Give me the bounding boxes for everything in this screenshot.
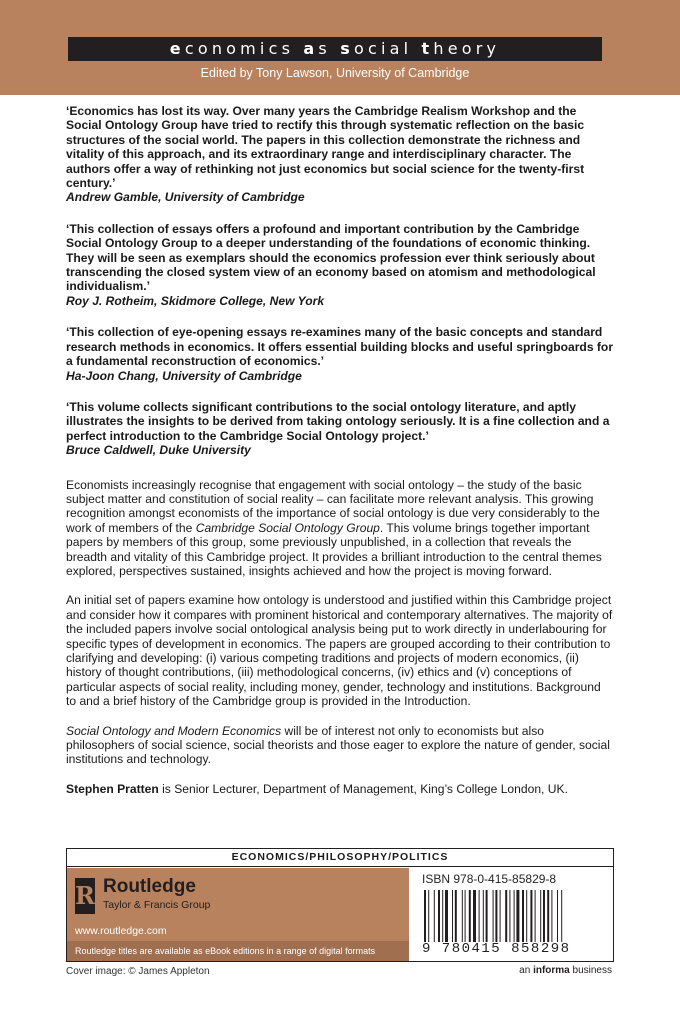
publisher-url: www.routledge.com: [75, 925, 167, 937]
quote-text: ‘Economics has lost its way. Over many years the Cambridge Realism Workshop and the Social Ontology Group have tried to rectify this through systematic reflection on the basic structures of the social world. The papers in this collection demonstrate the richness and vitality of this approach, and its extraordinary range and interdisciplinary character. The authors offer a way of rethinking not just economics but social science for the twenty-first century.’: [66, 104, 585, 191]
routledge-logo-icon: R: [75, 878, 95, 914]
ebook-note: Routledge titles are available as eBook editions in a range of digital formats: [67, 941, 409, 961]
publisher-name: Routledge: [103, 876, 196, 897]
quote-text: ‘This collection of essays offers a profound and important contribution by the Cambridge Social Ontology Group to a deeper understanding of the foundations of economic thinking. They will be seen as exemplars should the economics profession ever think seriously about transcending the closed system view of an economy based on atomism and methodological individualism.’: [66, 221, 596, 294]
isbn-area: [422, 872, 607, 957]
quote-text: ‘This collection of eye-opening essays re-examines many of the basic concepts and standard research methods in economics. It offers essential building blocks and useful springboards for a fundamental reconstruction of economics.’: [66, 325, 614, 369]
quote-author: Bruce Caldwell, Duke University: [66, 443, 251, 458]
endorsement-quote: [66, 400, 614, 458]
series-editor: Edited by Tony Lawson, University of Cambridge: [200, 66, 470, 80]
barcode-icon: [422, 890, 602, 942]
description-paragraph: Social Ontology and Modern Economics will be of interest not only to economists but also philosophers of social science, social theorists and those eager to explore the nature of gender, social institutions and technology.: [66, 723, 610, 767]
endorsement-quote: [66, 104, 614, 205]
quote-author: Roy J. Rotheim, Skidmore College, New York: [66, 293, 325, 308]
author-bio: Stephen Pratten is Senior Lecturer, Department of Management, King’s College London, UK.: [66, 781, 568, 796]
publisher-panel: [67, 868, 409, 961]
quote-author: Ha-Joon Chang, University of Cambridge: [66, 368, 302, 383]
endorsement-quote: [66, 222, 614, 308]
isbn-number: ISBN 978-0-415-85829-8: [422, 872, 557, 886]
description-paragraph: Economists increasingly recognise that engagement with social ontology – the study of the basic subject matter and constitution of social reality – can facilitate more relevant analysis. This growing recognition amongst economists of the importance of social ontology is due very considerably to the work of members of the Cambridge Social Ontology Group. This volume brings together important papers by members of this group, some previously unpublished, in a collection that reveals the breadth and vitality of this Cambridge project. It provides a brilliant introduction to the central themes explored, perspectives sustained, insights achieved and how the project is moving forward.: [66, 477, 602, 578]
endorsement-quote: [66, 325, 614, 383]
cover-credit: Cover image: © James Appleton: [66, 966, 210, 977]
description-paragraph: An initial set of papers examine how ontology is understood and justified within this Cambridge project and consider how it compares with prominent historical and contemporary alternatives. The majority of the included papers involve social ontological analysis being put to work directly in underlabouring for specific types of development in economics. The papers are grouped according to their contribution to clarifying and developing: (i) various competing traditions and projects of modern economics, (ii) history of thought contributions, (iii) methodological concerns, (iv) ethics and (v) conceptions of particular aspects of social reality, including money, gender, technology and institutions. Background to and a brief history of the Cambridge group is provided in the Introduction.: [66, 593, 613, 709]
subject-categories: ECONOMICS/PHILOSOPHY/POLITICS: [67, 849, 613, 867]
quote-text: ‘This volume collects significant contributions to the social ontology literature, and aptly illustrates the insights to be derived from taking ontology seriously. It is a fine collection and a perfect introduction to the Cambridge Social Ontology project.’: [66, 399, 610, 443]
back-cover-text: [66, 104, 614, 811]
series-title: economics as social theory: [68, 37, 602, 61]
quote-author: Andrew Gamble, University of Cambridge: [66, 190, 305, 205]
publisher-group: Taylor & Francis Group: [103, 899, 211, 911]
top-band: [0, 0, 680, 95]
footer-box: [66, 848, 614, 962]
informa-logo: an informa business: [519, 965, 612, 976]
barcode-digits: 9 780415 858298: [422, 941, 571, 957]
